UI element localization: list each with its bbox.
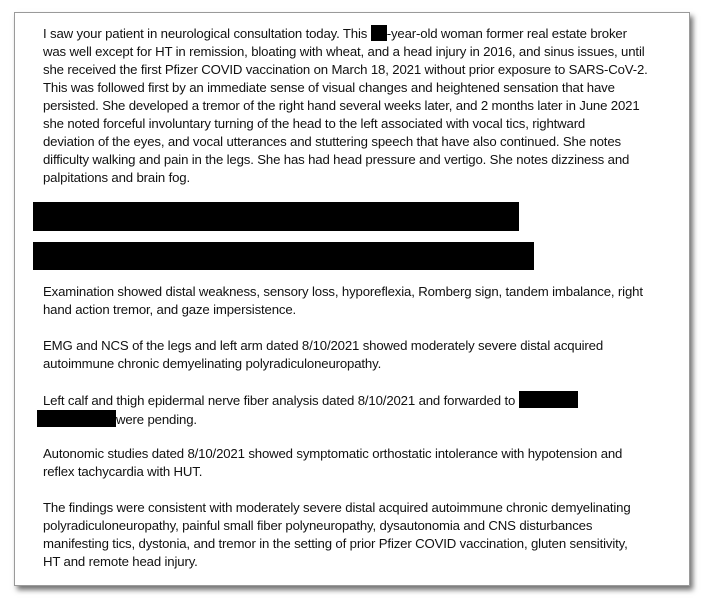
text-line: autoimmune chronic demyelinating polyradiculoneuropathy. xyxy=(43,356,382,371)
document-page xyxy=(14,12,690,586)
text-line: HT and remote head injury. xyxy=(43,554,198,569)
text-line: palpitations and brain fog. xyxy=(43,170,190,185)
text-line: she noted forceful involuntary turning of the head to the left associated with vocal tics, rightward xyxy=(43,116,586,131)
examination-paragraph xyxy=(43,283,683,319)
text-line: EMG and NCS of the legs and left arm dated 8/10/2021 showed moderately severe distal acquired xyxy=(43,338,604,353)
text-line: I saw your patient in neurological consultation today. This -year-old woman former real estate broker xyxy=(43,26,627,41)
text-line: polyradiculoneuropathy, painful small fiber polyneuropathy, dysautonomia and CNS disturbances xyxy=(43,518,593,533)
redaction-block-2 xyxy=(33,242,534,270)
redaction-lab-name-continued xyxy=(37,410,116,427)
text-line: The findings were consistent with moderately severe distal acquired autoimmune chronic demyelinating xyxy=(43,500,631,515)
text-line: was well except for HT in remission, bloating with wheat, and a head injury in 2016, and sinus issues, until xyxy=(43,44,645,59)
text-line: This was followed first by an immediate sense of visual changes and heightened sensation that have xyxy=(43,80,615,95)
emg-paragraph xyxy=(43,337,683,373)
autonomic-paragraph xyxy=(43,445,683,481)
findings-paragraph xyxy=(43,499,683,571)
text-line: hand action tremor, and gaze impersistence. xyxy=(43,302,297,317)
text-line: reflex tachycardia with HUT. xyxy=(43,464,203,479)
text-line: difficulty walking and pain in the legs. She has had head pressure and vertigo. She notes dizziness and xyxy=(43,152,630,167)
text-line: she received the first Pfizer COVID vaccination on March 18, 2021 without prior exposure to SARS-CoV-2. xyxy=(43,62,648,77)
redaction-lab-name xyxy=(519,391,578,408)
nerve-fiber-paragraph xyxy=(43,391,683,429)
text-line: manifesting tics, dystonia, and tremor in the setting of prior Pfizer COVID vaccination, gluten sensitivity, xyxy=(43,536,628,551)
text-line: deviation of the eyes, and vocal utterances and stuttering speech that have also continued. She notes xyxy=(43,134,621,149)
text-line: were pending. xyxy=(43,410,683,429)
text-line: persisted. She developed a tremor of the right hand several weeks later, and 2 months later in June 2021 xyxy=(43,98,640,113)
text-line: Left calf and thigh epidermal nerve fiber analysis dated 8/10/2021 and forwarded to xyxy=(43,391,683,410)
redaction-block-1 xyxy=(33,202,519,231)
history-paragraph xyxy=(43,25,683,187)
redaction-age xyxy=(371,25,387,41)
text-line: Autonomic studies dated 8/10/2021 showed symptomatic orthostatic intolerance with hypotension and xyxy=(43,446,623,461)
text-line: Examination showed distal weakness, sensory loss, hyporeflexia, Romberg sign, tandem imbalance, right xyxy=(43,284,643,299)
